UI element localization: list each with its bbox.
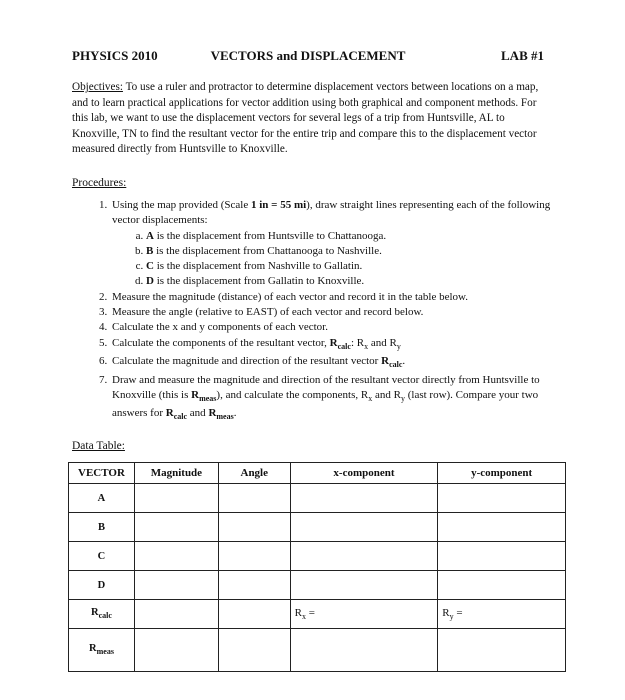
r-calc-symbol: R	[165, 407, 174, 420]
x-component-cell[interactable]	[290, 542, 438, 571]
procedures-heading: Procedures:	[72, 177, 127, 189]
step-6-text: Calculate the magnitude and direction of the resultant vector	[112, 355, 382, 368]
vector-symbol: A	[146, 229, 154, 242]
y-component-cell[interactable]	[438, 484, 566, 513]
vector-a-definition	[146, 229, 572, 244]
magnitude-cell[interactable]	[134, 600, 218, 629]
vector-c-definition	[146, 259, 572, 274]
data-table	[68, 462, 566, 672]
r-meas-symbol: R	[208, 407, 217, 420]
magnitude-cell[interactable]	[134, 513, 218, 542]
magnitude-cell[interactable]	[134, 542, 218, 571]
step-2: 2. Measure the magnitude (distance) of each vector and record it in the table below.	[110, 290, 572, 305]
rx-symbol: ), and calculate the components, R	[216, 388, 369, 401]
course-name: PHYSICS 2010	[72, 48, 158, 63]
meas-subscript: meas	[96, 647, 114, 657]
objectives-label: Objectives:	[72, 81, 123, 93]
row-label-a: A	[69, 484, 135, 513]
y-subscript: y	[400, 394, 405, 404]
x-subscript: x	[302, 612, 307, 622]
y-component-cell[interactable]	[438, 629, 566, 672]
magnitude-cell[interactable]	[134, 571, 218, 600]
angle-cell[interactable]	[218, 600, 290, 629]
table-row	[69, 600, 566, 629]
rx-symbol: : R	[350, 336, 365, 349]
vector-symbol: C	[146, 260, 154, 273]
row-label-c: C	[69, 542, 135, 571]
ry-label: R	[442, 606, 450, 619]
vector-d-definition	[146, 274, 572, 289]
angle-cell[interactable]	[218, 542, 290, 571]
angle-cell[interactable]	[218, 513, 290, 542]
vector-symbol: B	[146, 244, 154, 257]
vector-symbol: D	[146, 275, 154, 288]
angle-cell[interactable]	[218, 571, 290, 600]
row-label-r-calc	[69, 600, 135, 629]
vector-description: is the displacement from Chattanooga to Nashville.	[153, 244, 382, 257]
r-meas-subscript: meas	[199, 394, 217, 404]
row-label-b: B	[69, 513, 135, 542]
x-component-cell[interactable]	[290, 513, 438, 542]
col-header-vector: VECTOR	[69, 463, 135, 484]
step-6-period: .	[402, 355, 406, 368]
y-component-cell[interactable]	[438, 513, 566, 542]
step-4: 4. Calculate the x and y components of each vector.	[110, 320, 572, 335]
lab-number: LAB #1	[501, 48, 544, 63]
r-calc-symbol: R	[381, 355, 390, 368]
x-component-cell[interactable]	[290, 571, 438, 600]
r-calc-subscript: calc	[337, 341, 351, 351]
magnitude-cell[interactable]	[134, 629, 218, 672]
table-row	[69, 484, 566, 513]
table-row	[69, 513, 566, 542]
angle-cell[interactable]	[218, 629, 290, 672]
objectives-text: To use a ruler and protractor to determine displacement vectors between locations on a map, and to learn practical applications for vector addition using both graphical and component methods. For this lab, we want to use the displacement vectors for several legs of a trip from Huntsville, AL to Knoxville, TN to find the resultant vector for the entire trip and compare this to the displacement vector measured directly from Huntsville to Knoxville.	[72, 81, 539, 155]
col-header-angle: Angle	[218, 463, 290, 484]
table-row	[69, 542, 566, 571]
y-subscript: y	[449, 612, 454, 622]
y-component-cell[interactable]	[438, 571, 566, 600]
table-row	[69, 571, 566, 600]
procedure-steps-list	[88, 198, 572, 425]
vector-description: is the displacement from Gallatin to Knoxville.	[153, 275, 365, 288]
x-subscript: x	[364, 341, 369, 351]
row-label-d: D	[69, 571, 135, 600]
vector-definitions-list	[112, 229, 572, 290]
step-7-text: Draw and measure the magnitude and direction of the resultant vector directly from Huntsville to Knoxville (this is	[112, 373, 540, 401]
step-1	[110, 198, 572, 290]
vector-description: is the displacement from Huntsville to Chattanooga.	[153, 229, 387, 242]
step-5	[110, 336, 572, 354]
y-component-cell[interactable]	[438, 542, 566, 571]
r-symbol: R	[91, 607, 99, 619]
step-7-period: .	[233, 407, 237, 420]
r-calc-subscript: calc	[389, 360, 403, 370]
x-subscript: x	[368, 394, 373, 404]
row-label-r-meas	[69, 629, 135, 672]
angle-cell[interactable]	[218, 484, 290, 513]
equals-sign: =	[453, 606, 463, 619]
x-component-cell[interactable]	[290, 629, 438, 672]
table-row	[69, 629, 566, 672]
col-header-y-component: y-component	[438, 463, 566, 484]
document-header	[72, 48, 544, 66]
step-5-text: Calculate the components of the resultant vector,	[112, 336, 330, 349]
objectives-paragraph	[72, 80, 548, 158]
step-7-text-post: (last row). Compare your two answers for	[112, 388, 539, 420]
r-symbol: R	[89, 643, 97, 655]
ry-symbol: and R	[368, 336, 397, 349]
step-6	[110, 354, 572, 372]
step-1-text-pre: Using the map provided (Scale	[112, 199, 251, 211]
r-meas-subscript: meas	[216, 412, 234, 422]
and-text: and	[187, 407, 209, 420]
step-7	[110, 373, 572, 425]
table-header-row	[69, 463, 566, 484]
col-header-x-component: x-component	[290, 463, 438, 484]
y-subscript: y	[396, 341, 401, 351]
step-3: 3. Measure the angle (relative to EAST) of each vector and record below.	[110, 305, 572, 320]
rx-label: R	[294, 606, 303, 619]
r-meas-symbol: R	[191, 388, 200, 401]
r-calc-symbol: R	[329, 336, 338, 349]
step-1-text-post: ), draw straight lines representing each of the following vector displacements:	[112, 199, 551, 227]
r-calc-subscript: calc	[173, 412, 188, 422]
col-header-magnitude: Magnitude	[134, 463, 218, 484]
data-table-heading: Data Table:	[72, 440, 125, 452]
document-title: VECTORS and DISPLACEMENT	[210, 48, 406, 63]
y-component-cell[interactable]	[438, 600, 566, 629]
vector-description: is the displacement from Nashville to Gallatin.	[153, 260, 363, 273]
vector-b-definition	[146, 244, 572, 259]
map-scale: 1 in = 55 mi	[251, 199, 307, 211]
x-component-cell[interactable]	[290, 600, 438, 629]
ry-symbol: and R	[372, 388, 401, 401]
magnitude-cell[interactable]	[134, 484, 218, 513]
x-component-cell[interactable]	[290, 484, 438, 513]
equals-sign: =	[306, 606, 315, 619]
calc-subscript: calc	[98, 611, 112, 621]
